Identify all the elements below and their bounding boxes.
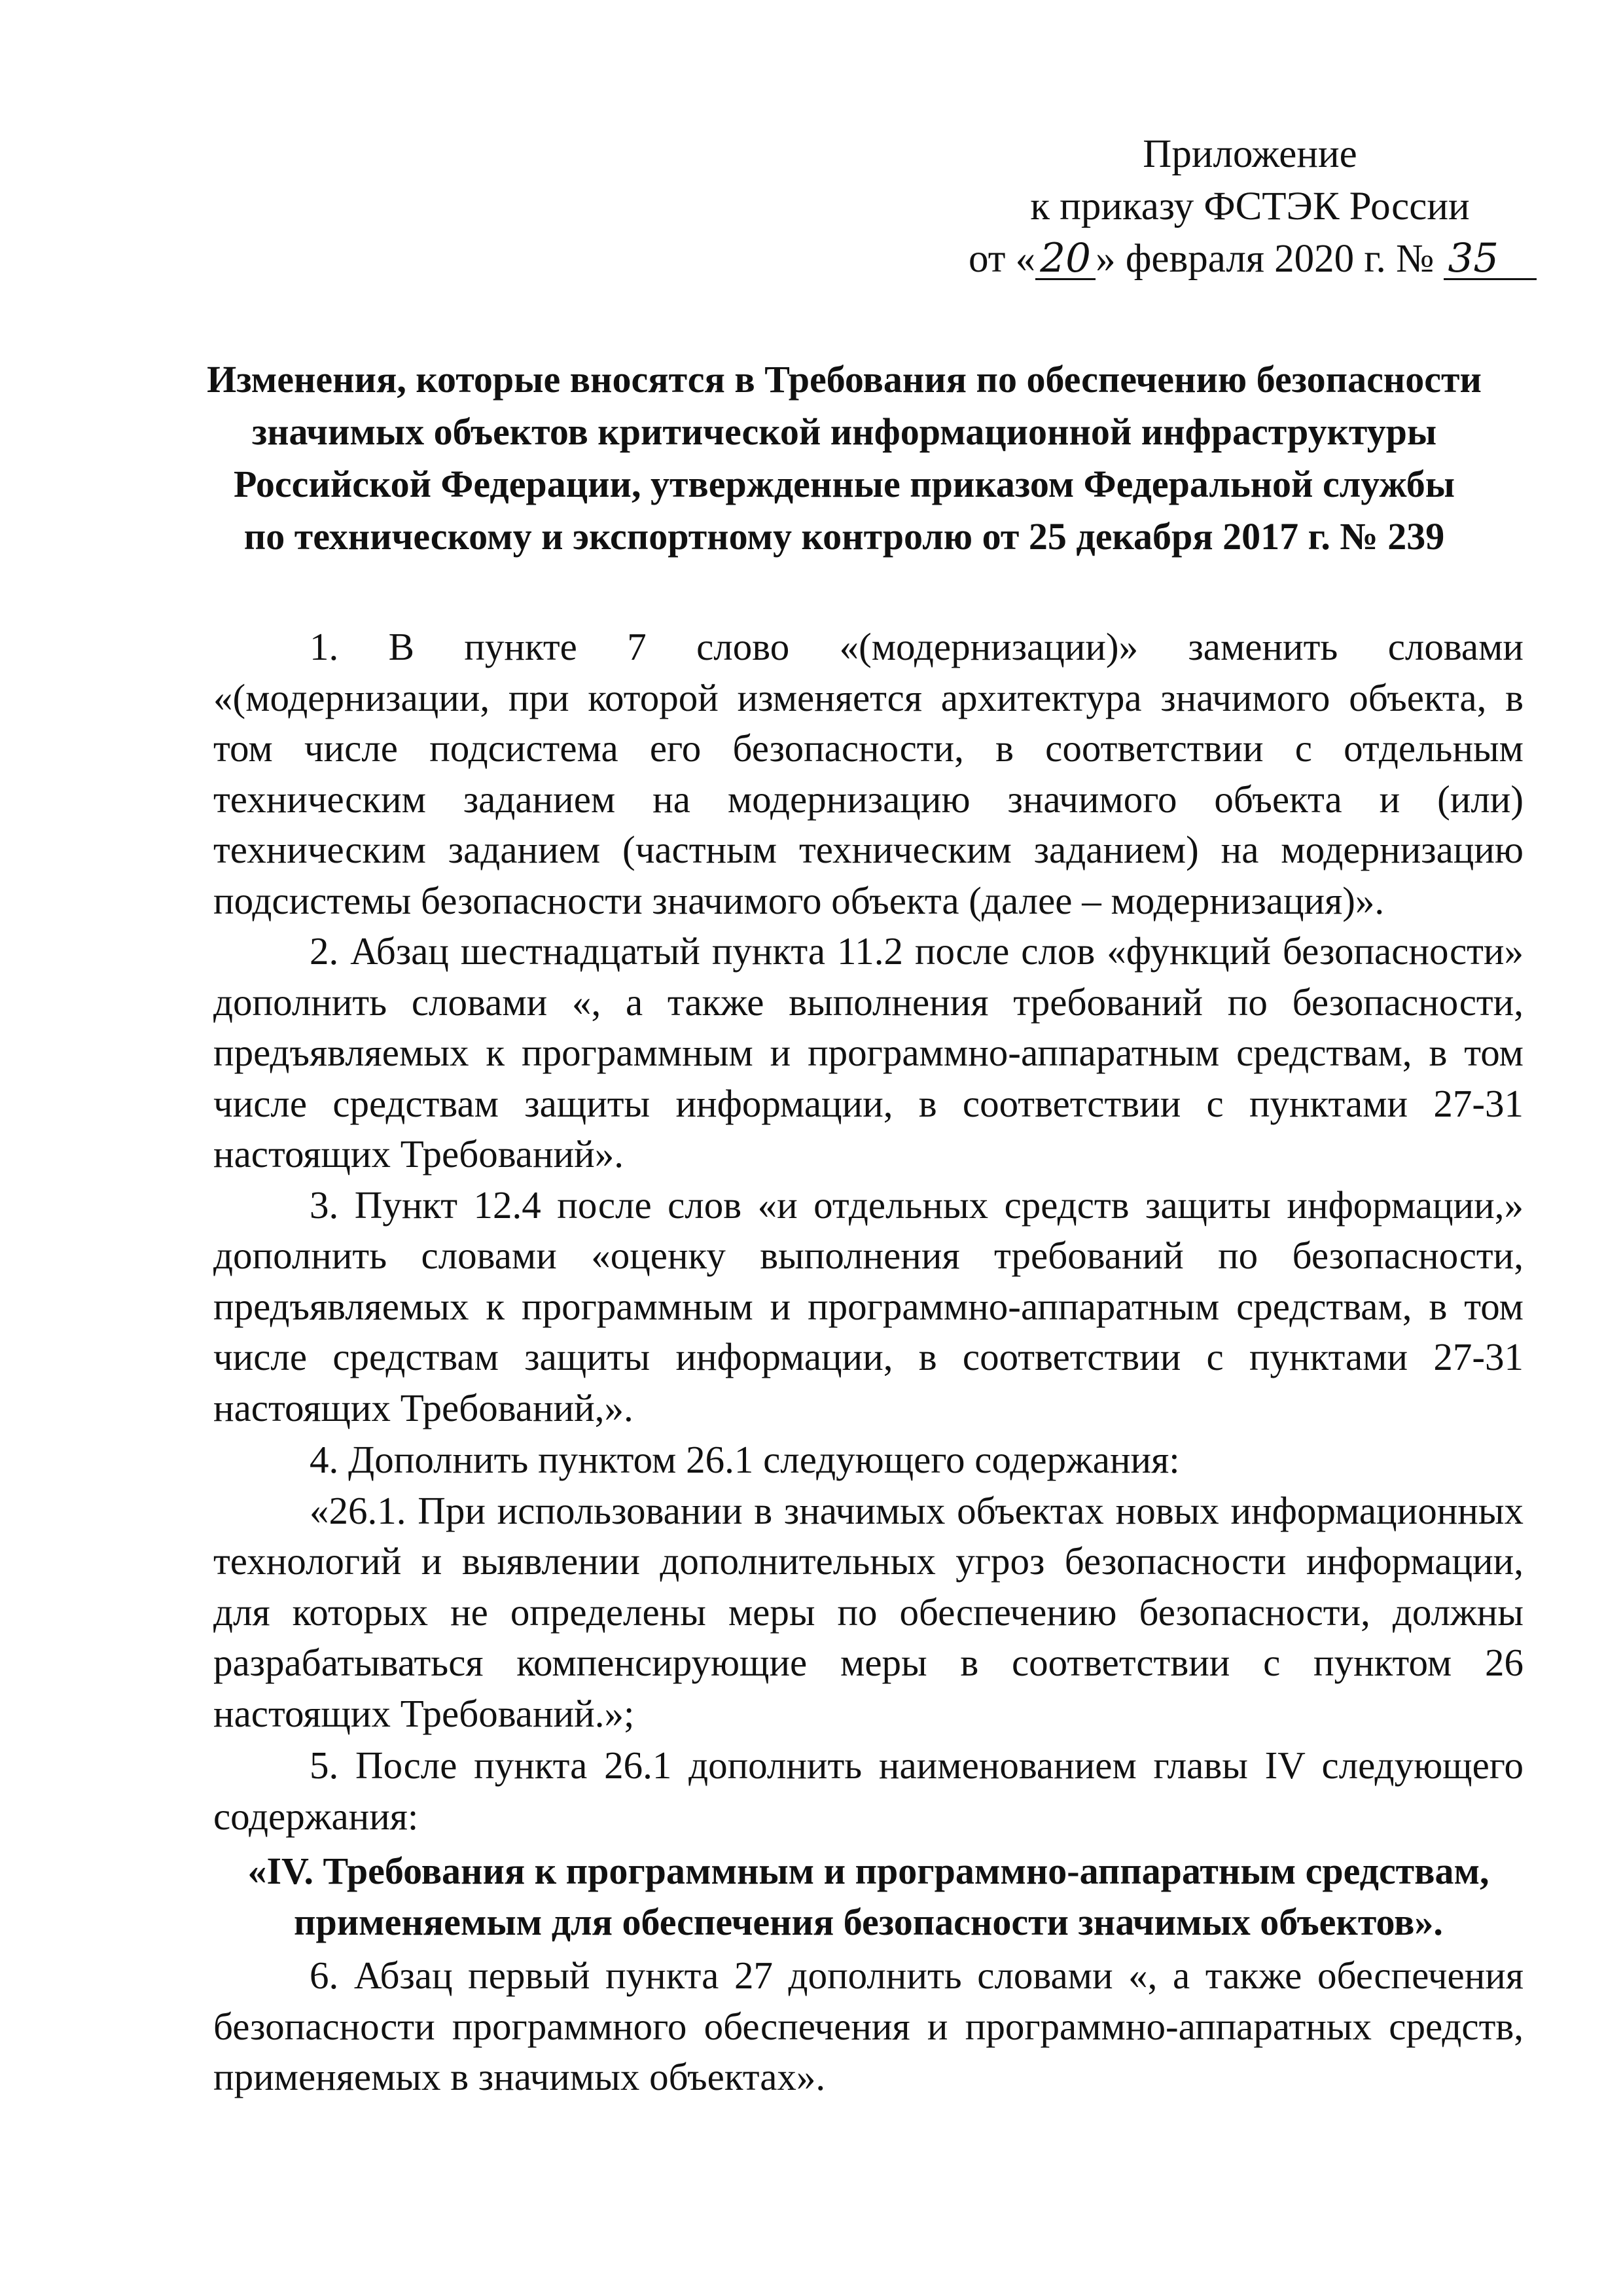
appendix-label: Приложение: [1143, 132, 1357, 176]
appendix-order-reference: к приказу ФСТЭК России: [1030, 185, 1470, 228]
title-line-3: Российской Федерации, утвержденные приказом Федеральной службы: [233, 463, 1455, 505]
date-prefix: от «: [969, 237, 1036, 281]
document-body: [213, 622, 1524, 2103]
title-line-1: Изменения, которые вносятся в Требования по обеспечению безопасности: [207, 358, 1482, 401]
handwritten-date-day: 20: [1035, 239, 1096, 280]
appendix-date-line: [969, 233, 1531, 285]
title-line-2: значимых объектов критической информационной инфраструктуры: [251, 410, 1437, 453]
handwritten-order-number: 35: [1444, 239, 1537, 280]
item-1-paragraph: 1. В пункте 7 слово «(модернизации)» заменить словами «(модернизации, при которой изменяется архитектура значимого объекта, в том числе подсистема его безопасности, в соответствии с отдельным техническим заданием на модернизацию значимого объекта и (или) техническим заданием (частным техническим заданием) на модернизацию подсистемы безопасности значимого объекта (далее – модернизация)».: [213, 625, 1524, 922]
appendix-header: [969, 128, 1531, 285]
item-3-paragraph: 3. Пункт 12.4 после слов «и отдельных средств защиты информации,» дополнить словами «оценку выполнения требований по безопасности, предъявляемых к программным и программно-аппаратным средствам, в том числе средствам защиты информации, в соответствии с пунктами 27-31 настоящих Требований,».: [213, 1183, 1524, 1429]
chapter-iv-heading: [213, 1846, 1524, 1948]
date-middle: » февраля 2020 г. №: [1096, 237, 1435, 281]
item-6-paragraph: 6. Абзац первый пункта 27 дополнить словами «, а также обеспечения безопасности программного обеспечения и программно-аппаратных средств, применяемых в значимых объектах».: [213, 1954, 1524, 2098]
document-title: [196, 353, 1492, 563]
chapter-heading-line-2: применяемым для обеспечения безопасности значимых объектов».: [294, 1901, 1443, 1943]
item-5-paragraph: 5. После пункта 26.1 дополнить наименованием главы IV следующего содержания:: [213, 1744, 1524, 1838]
item-2-paragraph: 2. Абзац шестнадцатый пункта 11.2 после слов «функций безопасности» дополнить словами «, а также выполнения требований по безопасности, предъявляемых к программным и программно-аппаратным средствам, в том числе средствам защиты информации, в соответствии с пунктами 27-31 настоящих Требований».: [213, 929, 1524, 1175]
title-line-4: по техническому и экспортному контролю от 25 декабря 2017 г. № 239: [243, 515, 1445, 558]
item-26-1-text-paragraph: «26.1. При использовании в значимых объектах новых информационных технологий и выявлении дополнительных угроз безопасности информации, для которых не определены меры по обеспечению безопасности, должны разрабатываться компенсирующие меры в соответствии с пунктом 26 настоящих Требований.»;: [213, 1488, 1524, 1735]
chapter-heading-line-1: «IV. Требования к программным и программно-аппаратным средствам,: [247, 1850, 1489, 1892]
item-4-paragraph: 4. Дополнить пунктом 26.1 следующего содержания:: [310, 1438, 1180, 1481]
